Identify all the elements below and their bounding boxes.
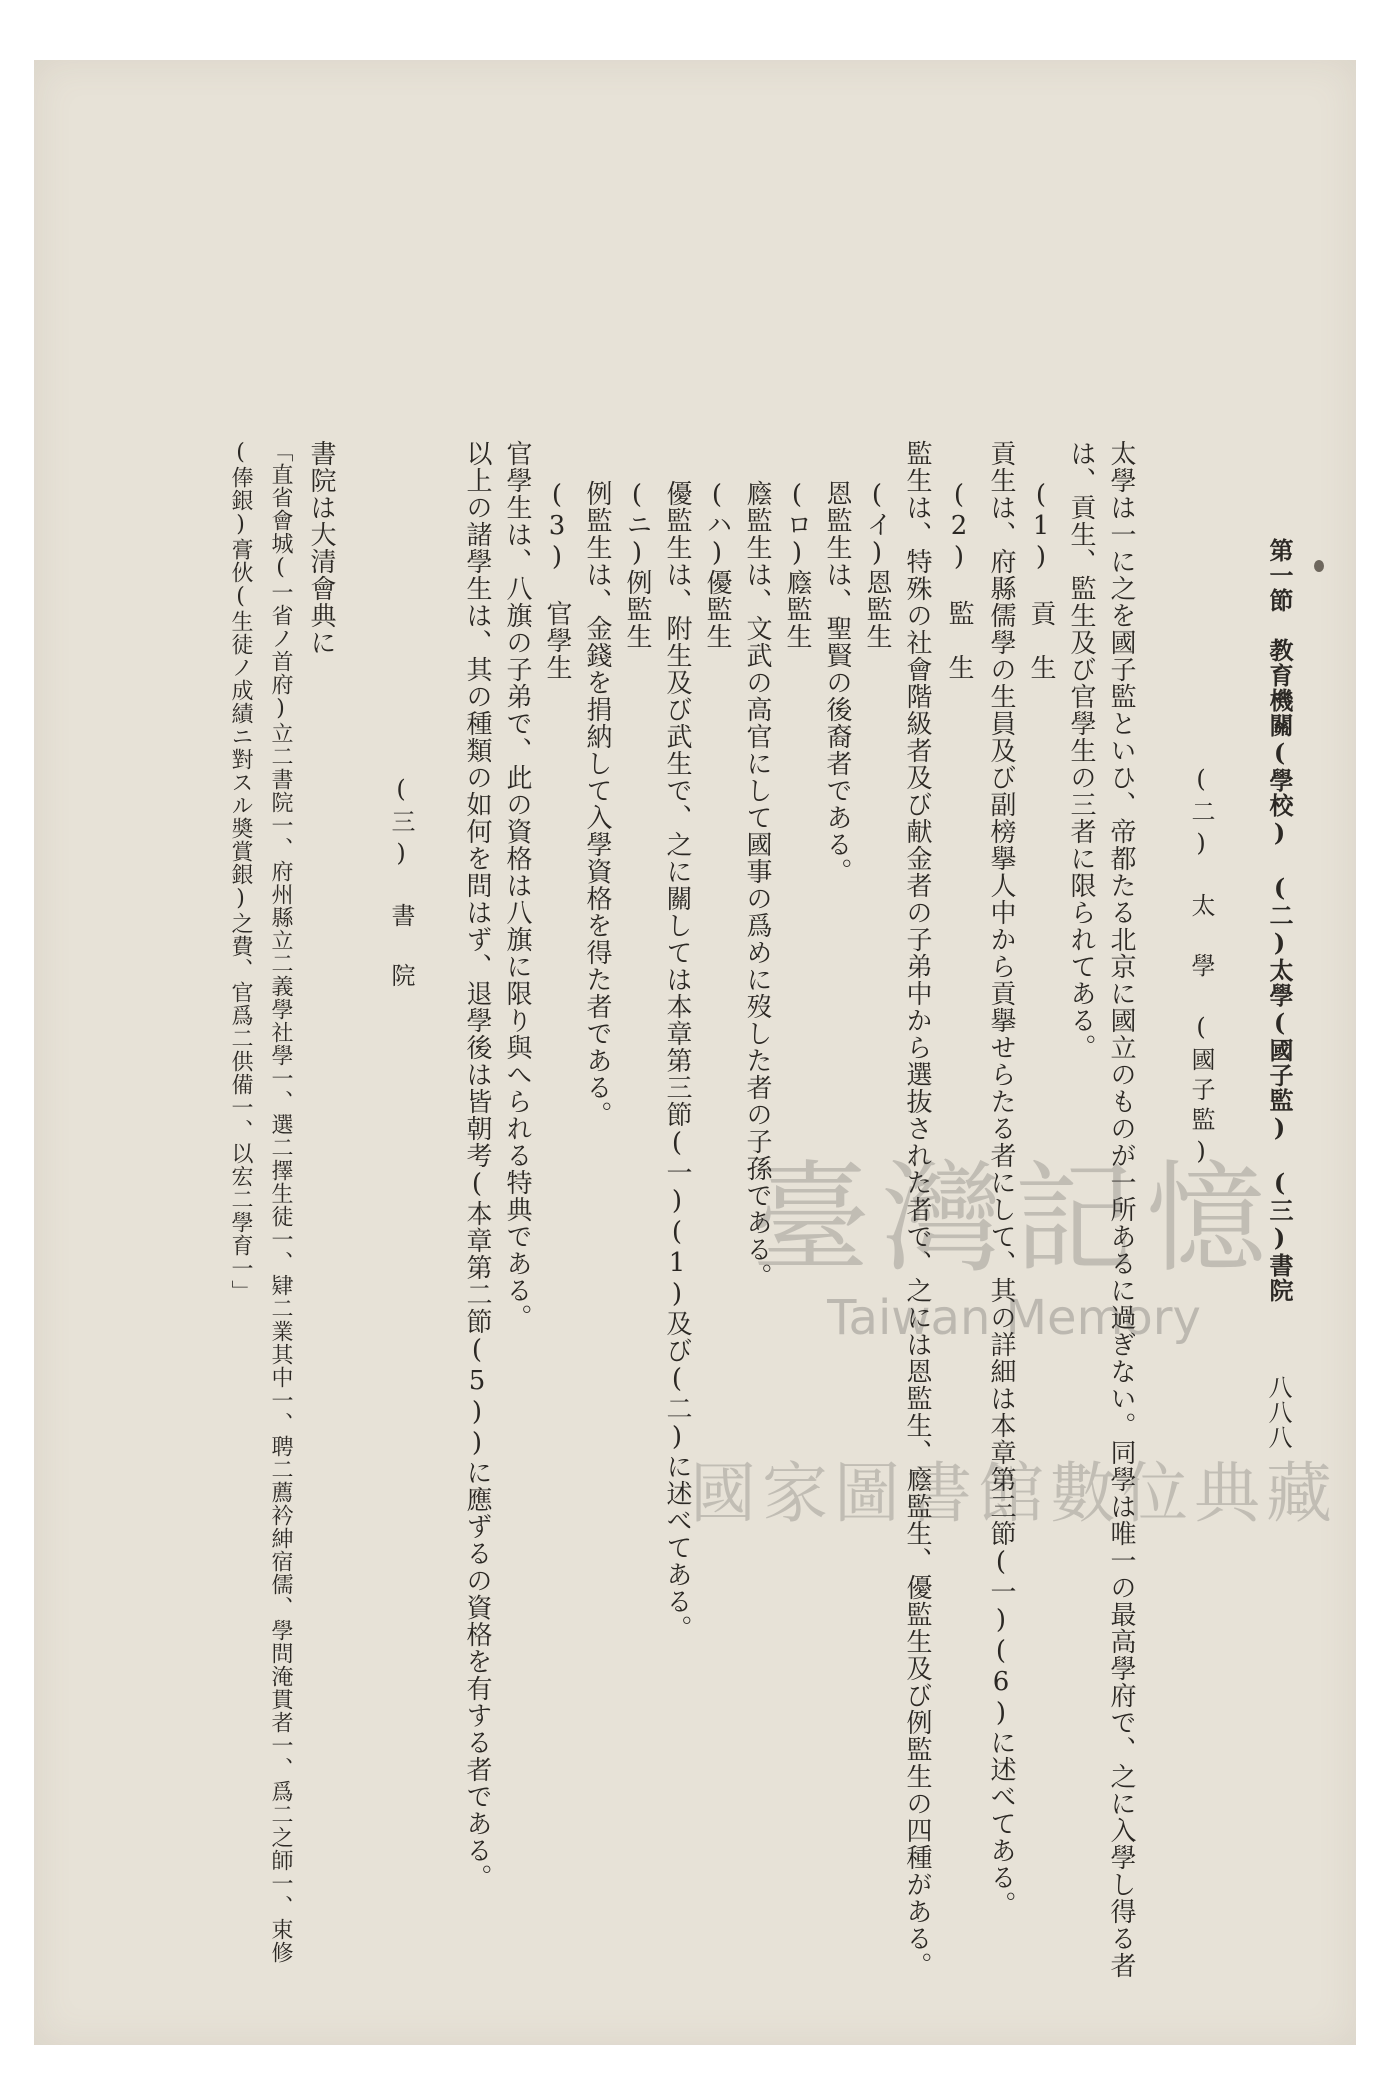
- ink-spot: [1314, 560, 1324, 572]
- youjian-text: 優監生は、附生及び武生で、之に關しては本章第三節(一)(1)及び(二)に述べてある。: [662, 480, 692, 1642]
- lijian-text: 例監生は、金錢を捐納して入學資格を得た者である。: [582, 480, 612, 1128]
- yinjian-heading: (ロ)廕監生: [782, 480, 812, 650]
- youjian-heading: (ハ)優監生: [702, 480, 732, 650]
- watermark-english: Taiwan Memory: [827, 1290, 1201, 1346]
- watermark-chinese: 臺灣記憶: [750, 1150, 1278, 1289]
- shuyuan-heading: (三) 書 院: [387, 775, 415, 993]
- yinjian-text: 廕監生は、文武の高官にして國事の爲めに歿した者の子孫である。: [742, 480, 772, 1290]
- gongsheng-text: 貢生は、府縣儒學の生員及び副榜擧人中から貢擧せらたる者にして、其の詳細は本章第三節(一)(6)に述べてある。: [986, 440, 1016, 1918]
- guanxue-text: 官學生は、八旗の子弟で、此の資格は八旗に限り與へられる特典である。: [502, 440, 532, 1331]
- enjian-heading: (イ)恩監生: [862, 480, 892, 650]
- enjian-text: 恩監生は、聖賢の後裔者である。: [822, 480, 852, 885]
- lijian-heading: (ニ)例監生: [622, 480, 652, 650]
- taiwan-memory-watermark: [674, 1150, 1354, 1390]
- taixue-heading: (二) 太 學 (國子監): [1187, 765, 1215, 1171]
- jiansheng-heading: (2) 監 生: [944, 480, 974, 681]
- book-page: [34, 60, 1356, 2045]
- taixue-intro-line-2: は、貢生、監生及び官學生の三者に限られてある。: [1066, 440, 1096, 1061]
- guanxue-heading: (3) 官學生: [542, 480, 572, 681]
- summary-text: 以上の諸學生は、其の種類の如何を問はず、退學後は皆朝考(本章第二節(5))に應ずるの資格を有する者である。: [462, 440, 492, 1891]
- shuyuan-quote-line-1: 「直省會城(一省ノ首府)立二書院一、府州縣立二義學社學一、選二擇生徒一、肄二業其中一、聘二薦衿紳宿儒、學問淹貫者一、爲二之師一、束修: [268, 440, 293, 1964]
- shuyuan-intro: 書院は大清會典に: [306, 440, 336, 656]
- page-number: 八八八: [1264, 1375, 1292, 1450]
- shuyuan-quote-line-2: (俸銀)膏伙(生徒ノ成績ニ對スル奬賞銀)之費、官爲二供備一、以宏二學育一」: [228, 440, 253, 1303]
- gongsheng-heading: (1) 貢 生: [1026, 480, 1056, 681]
- section-title: 第一節 教育機關(學校) (二)太學(國子監) (三)書院: [1265, 538, 1294, 1303]
- jiansheng-text: 監生は、特殊の社會階級者及び献金者の子弟中から選抜された者で、之には恩監生、廕監生、優監生及び例監生の四種がある。: [902, 440, 932, 1979]
- watermark-library: 國家圖書館數位典藏: [690, 1455, 1338, 1532]
- taixue-intro-line-1: 太學は一に之を國子監といひ、帝都たる北京に國立のものが一所あるに過ぎない。同學は唯一の最高學府で、之に入學し得る者: [1106, 440, 1136, 1979]
